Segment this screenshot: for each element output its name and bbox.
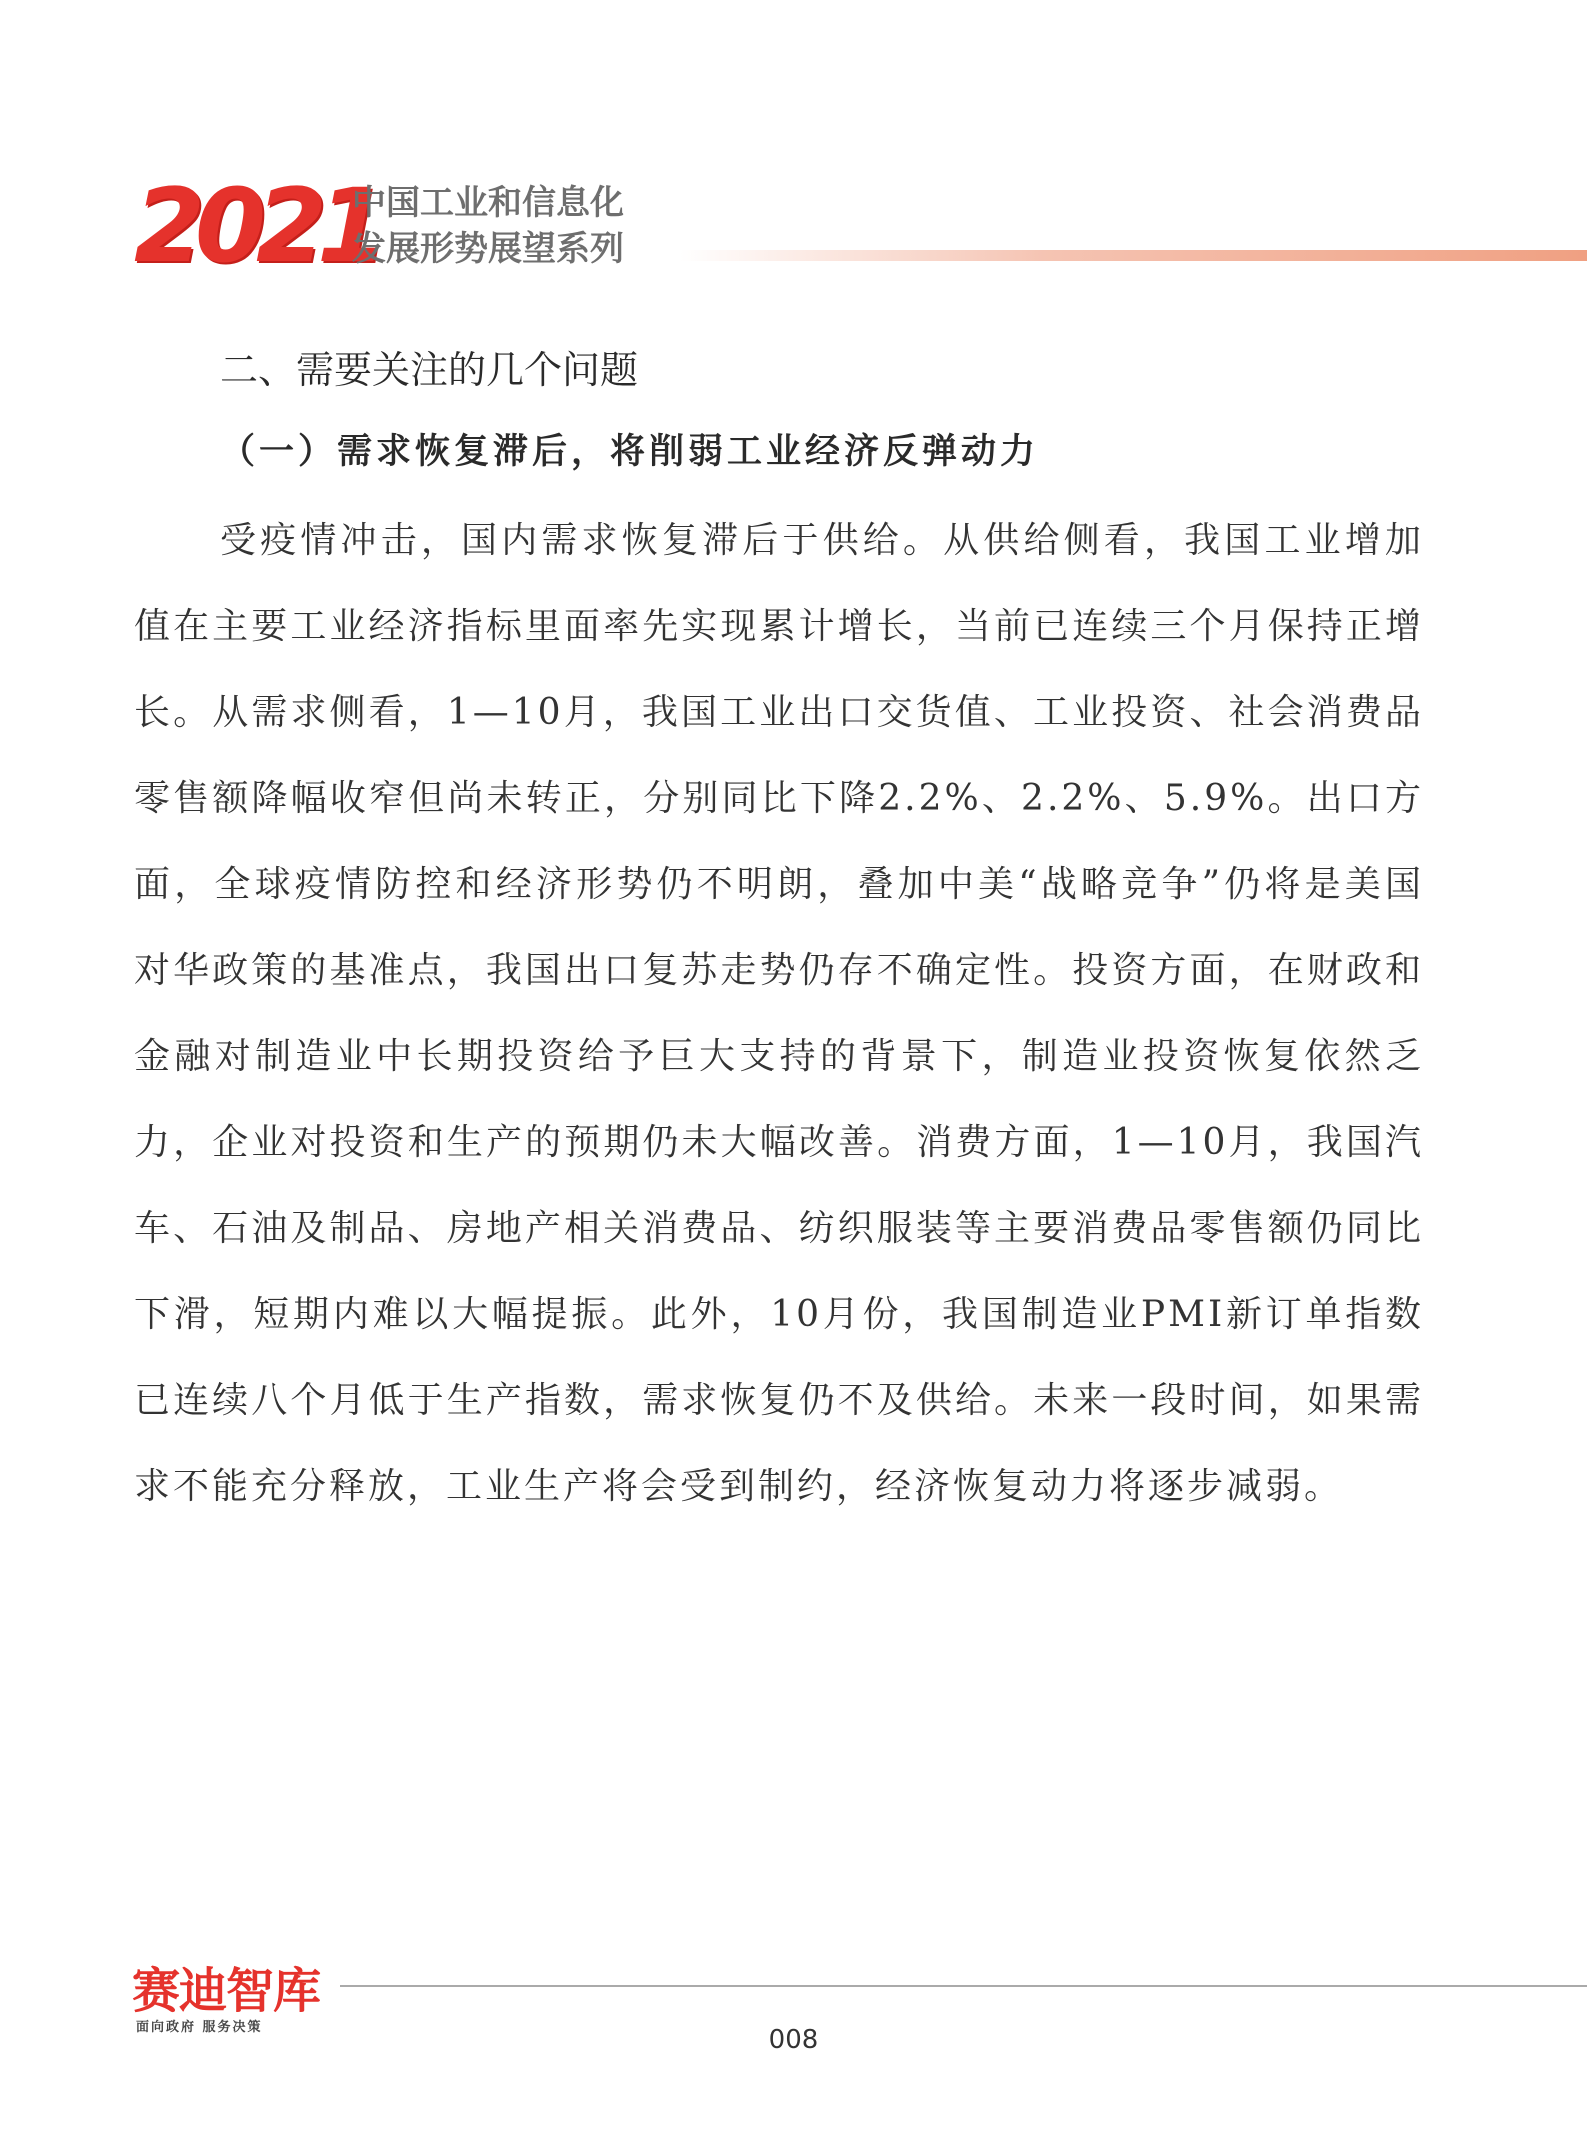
- section-heading: 二、需要关注的几个问题: [220, 348, 639, 392]
- main-content: [134, 330, 1424, 1530]
- subsection-heading: （一）需求恢复滞后，将削弱工业经济反弹动力: [220, 431, 1040, 472]
- header-decorative-bar: [680, 250, 1587, 261]
- series-title-line2: 发展形势展望系列: [352, 229, 624, 269]
- series-title-line1: 中国工业和信息化: [352, 183, 624, 223]
- year-logo: 2021: [134, 167, 378, 286]
- body-paragraph: 受疫情冲击，国内需求恢复滞后于供给。从供给侧看，我国工业增加值在主要工业经济指标里面率先实现累计增长，当前已连续三个月保持正增长。从需求侧看，1—10月，我国工业出口交货值、工业投资、社会消费品零售额降幅收窄但尚未转正，分别同比下降2.2%、2.2%、5.9%。出口方面，全球疫情防控和经济形势仍不明朗，叠加中美“战略竞争”仍将是美国对华政策的基准点，我国出口复苏走势仍存不确定性。投资方面，在财政和金融对制造业中长期投资给予巨大支持的背景下，制造业投资恢复依然乏力，企业对投资和生产的预期仍未大幅改善。消费方面，1—10月，我国汽车、石油及制品、房地产相关消费品、纺织服装等主要消费品零售额仍同比下滑，短期内难以大幅提振。此外，10月份，我国制造业PMI新订单指数已连续八个月低于生产指数，需求恢复仍不及供给。未来一段时间，如果需求不能充分释放，工业生产将会受到制约，经济恢复动力将逐步减弱。: [134, 520, 1424, 1507]
- page-number: 008: [768, 2025, 819, 2055]
- brand-slogan: 面向政府 服务决策: [136, 2020, 263, 2035]
- page-header: [0, 0, 1587, 300]
- brand-logo: 赛迪智库: [132, 1963, 321, 2019]
- footer-divider: [340, 1985, 1587, 1987]
- series-title: [352, 180, 624, 272]
